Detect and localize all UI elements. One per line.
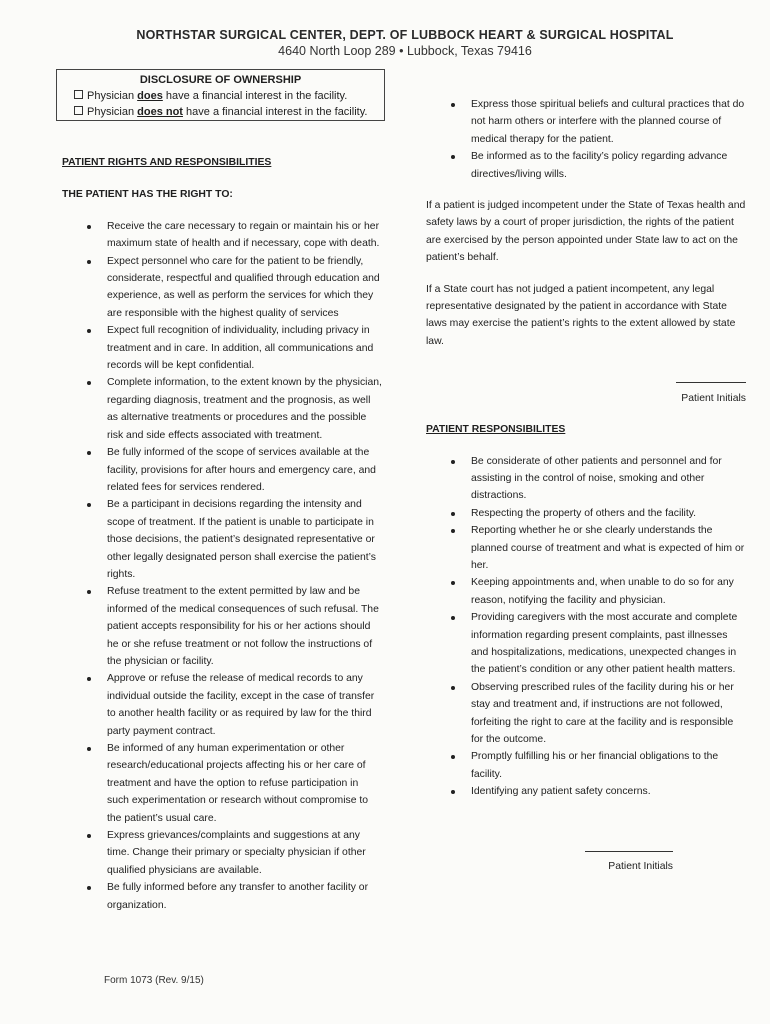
disclosure-box	[56, 69, 385, 121]
list-item: Express grievances/complaints and suggestions at any time. Change their primary or specialty physician if other qualified physicians are available.	[62, 827, 382, 879]
list-item: Promptly fulfilling his or her financial obligations to the facility.	[426, 748, 746, 783]
list-item: Keeping appointments and, when unable to do so for any reason, notifying the facility and physician.	[426, 574, 746, 609]
rights-list	[62, 218, 382, 914]
checkbox-does[interactable]	[74, 90, 83, 99]
list-item: Be a participant in decisions regarding the intensity and scope of treatment. If the patient is unable to participate in those decisions, the patient’s designated representative or other legally designated person shall exercise the patient’s rights.	[62, 496, 382, 583]
list-item: Approve or refuse the release of medical records to any individual outside the facility, except in the case of transfer to another health facility or as required by law for the third party payment contract.	[62, 670, 382, 740]
facility-name: NORTHSTAR SURGICAL CENTER, DEPT. OF LUBBOCK HEART & SURGICAL HOSPITAL	[136, 28, 674, 42]
list-item: Identifying any patient safety concerns.	[426, 783, 746, 800]
disclosure-option-does-not	[74, 104, 384, 120]
list-item: Expect full recognition of individuality, including privacy in treatment and in care. In addition, all communications and records will be kept confidential.	[62, 322, 382, 374]
representative-paragraph: If a State court has not judged a patient incompetent, any legal representative designated by the patient in accordance with State laws may exercise the patient’s rights to the extent allowed by state law.	[426, 283, 736, 347]
option-emphasis: does not	[137, 106, 183, 118]
list-item: Receive the care necessary to regain or maintain his or her maximum state of health and if necessary, cope with death.	[62, 218, 382, 253]
option-emphasis: does	[137, 90, 163, 102]
initials-block-1	[426, 372, 746, 407]
responsibilities-list	[426, 453, 746, 801]
incompetent-paragraph: If a patient is judged incompetent under the State of Texas health and safety laws by a court of proper jurisdiction, the rights of the patient are exercised by the person appointed under State law to act on the patient’s behalf.	[426, 200, 746, 264]
initials-label: Patient Initials	[681, 392, 746, 404]
initials-label: Patient Initials	[608, 861, 673, 873]
option-text: have a financial interest in the facility.	[182, 106, 368, 118]
rights-section-heading: PATIENT RIGHTS AND RESPONSIBILITIES	[62, 157, 272, 168]
checkbox-does-not[interactable]	[74, 106, 83, 115]
list-item: Refuse treatment to the extent permitted by law and be informed of the medical consequences of such refusal. The patient accepts responsibility for his or her actions should he or she refuse treatment or not follow the instructions of the physician or facility.	[62, 583, 382, 670]
initials-block-2	[426, 841, 746, 876]
list-item: Complete information, to the extent known by the physician, regarding diagnosis, treatment and the prognosis, as well as alternative treatments or procedures and the possible risk and side effects associated with treatment.	[62, 374, 382, 444]
list-item: Observing prescribed rules of the facility during his or her stay and treatment and, if instructions are not followed, forfeiting the right to care at the facility and is responsible for the outcome.	[426, 679, 746, 749]
initials-line[interactable]	[585, 851, 673, 852]
option-text: have a financial interest in the facility.	[162, 90, 348, 102]
list-item: Expect personnel who care for the patient to be friendly, considerate, respectful and qualified through education and experience, as well as perform the services for which they are responsible with the highest quality of services	[62, 253, 382, 323]
option-text: Physician	[87, 106, 138, 118]
list-item: Providing caregivers with the most accurate and complete information regarding present complaints, past illnesses and hospitalizations, medications, unexpected changes in the patient’s condition or any other patient health matters.	[426, 609, 746, 679]
form-number: Form 1073 (Rev. 9/15)	[104, 975, 204, 986]
responsibilities-heading: PATIENT RESPONSIBILITES	[426, 424, 566, 436]
list-item: Be considerate of other patients and personnel and for assisting in the control of noise, smoking and other distractions.	[426, 453, 746, 505]
disclosure-heading: DISCLOSURE OF OWNERSHIP	[139, 74, 302, 86]
rights-list-continued	[426, 96, 746, 183]
right-column	[426, 96, 746, 875]
initials-line[interactable]	[676, 382, 746, 383]
list-item: Express those spiritual beliefs and cultural practices that do not harm others or interfere with the planned course of medical therapy for the patient.	[426, 96, 746, 148]
list-item: Respecting the property of others and the facility.	[426, 505, 746, 522]
option-text: Physician	[87, 90, 138, 102]
list-item: Be informed of any human experimentation or other research/educational projects affecting his or her care of treatment and have the option to refuse participation in such experimentation or research without compromise to the patient’s usual care.	[62, 740, 382, 827]
left-column	[62, 154, 382, 914]
disclosure-option-does	[74, 88, 384, 104]
rights-subheading: THE PATIENT HAS THE RIGHT TO:	[62, 189, 233, 201]
list-item: Be fully informed before any transfer to another facility or organization.	[62, 879, 382, 914]
list-item: Be informed as to the facility’s policy regarding advance directives/living wills.	[426, 148, 746, 183]
facility-address: 4640 North Loop 289 • Lubbock, Texas 79416	[278, 44, 532, 58]
list-item: Be fully informed of the scope of services available at the facility, provisions for after hours and emergency care, and related fees for services rendered.	[62, 444, 382, 496]
list-item: Reporting whether he or she clearly understands the planned course of treatment and what is expected of him or her.	[426, 522, 746, 574]
document-header	[0, 28, 770, 58]
